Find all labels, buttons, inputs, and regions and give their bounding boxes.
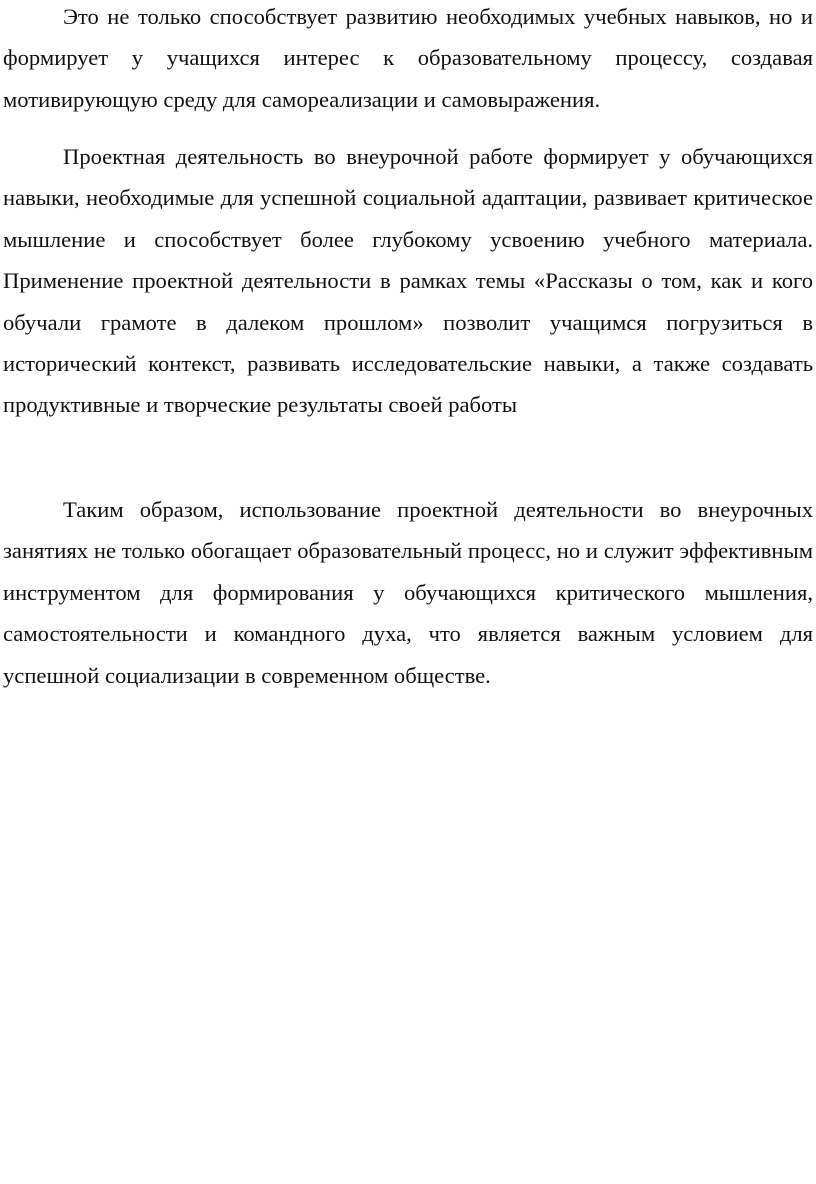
paragraph-2: Проектная деятельность во внеурочной работе формирует у обучающихся навыки, необходимые для успешной социальной адаптации, развивает критическое мышление и способствует более глубокому усвоению учебного материала. Применение проектной деятельности в рамках темы «Рассказы о том, как и кого обучали грамоте в далеком прошлом» позволит учащимся погрузиться в исторический контекст, развивать исследовательские навыки, а также создавать продуктивные и творческие результаты своей работы <box>3 144 813 418</box>
paragraph-3: Таким образом, использование проектной деятельности во внеурочных занятиях не только обогащает образовательный процесс, но и служит эффективным инструментом для формирования у обучающихся критического мышления, самостоятельности и командного духа, что является важным условием для успешной социализации в современном обществе. <box>3 497 813 688</box>
paragraph-1: Это не только способствует развитию необходимых учебных навыков, но и формирует у учащихся интерес к образовательному процессу, создавая мотивирующую среду для самореализации и самовыражения. <box>3 4 813 112</box>
